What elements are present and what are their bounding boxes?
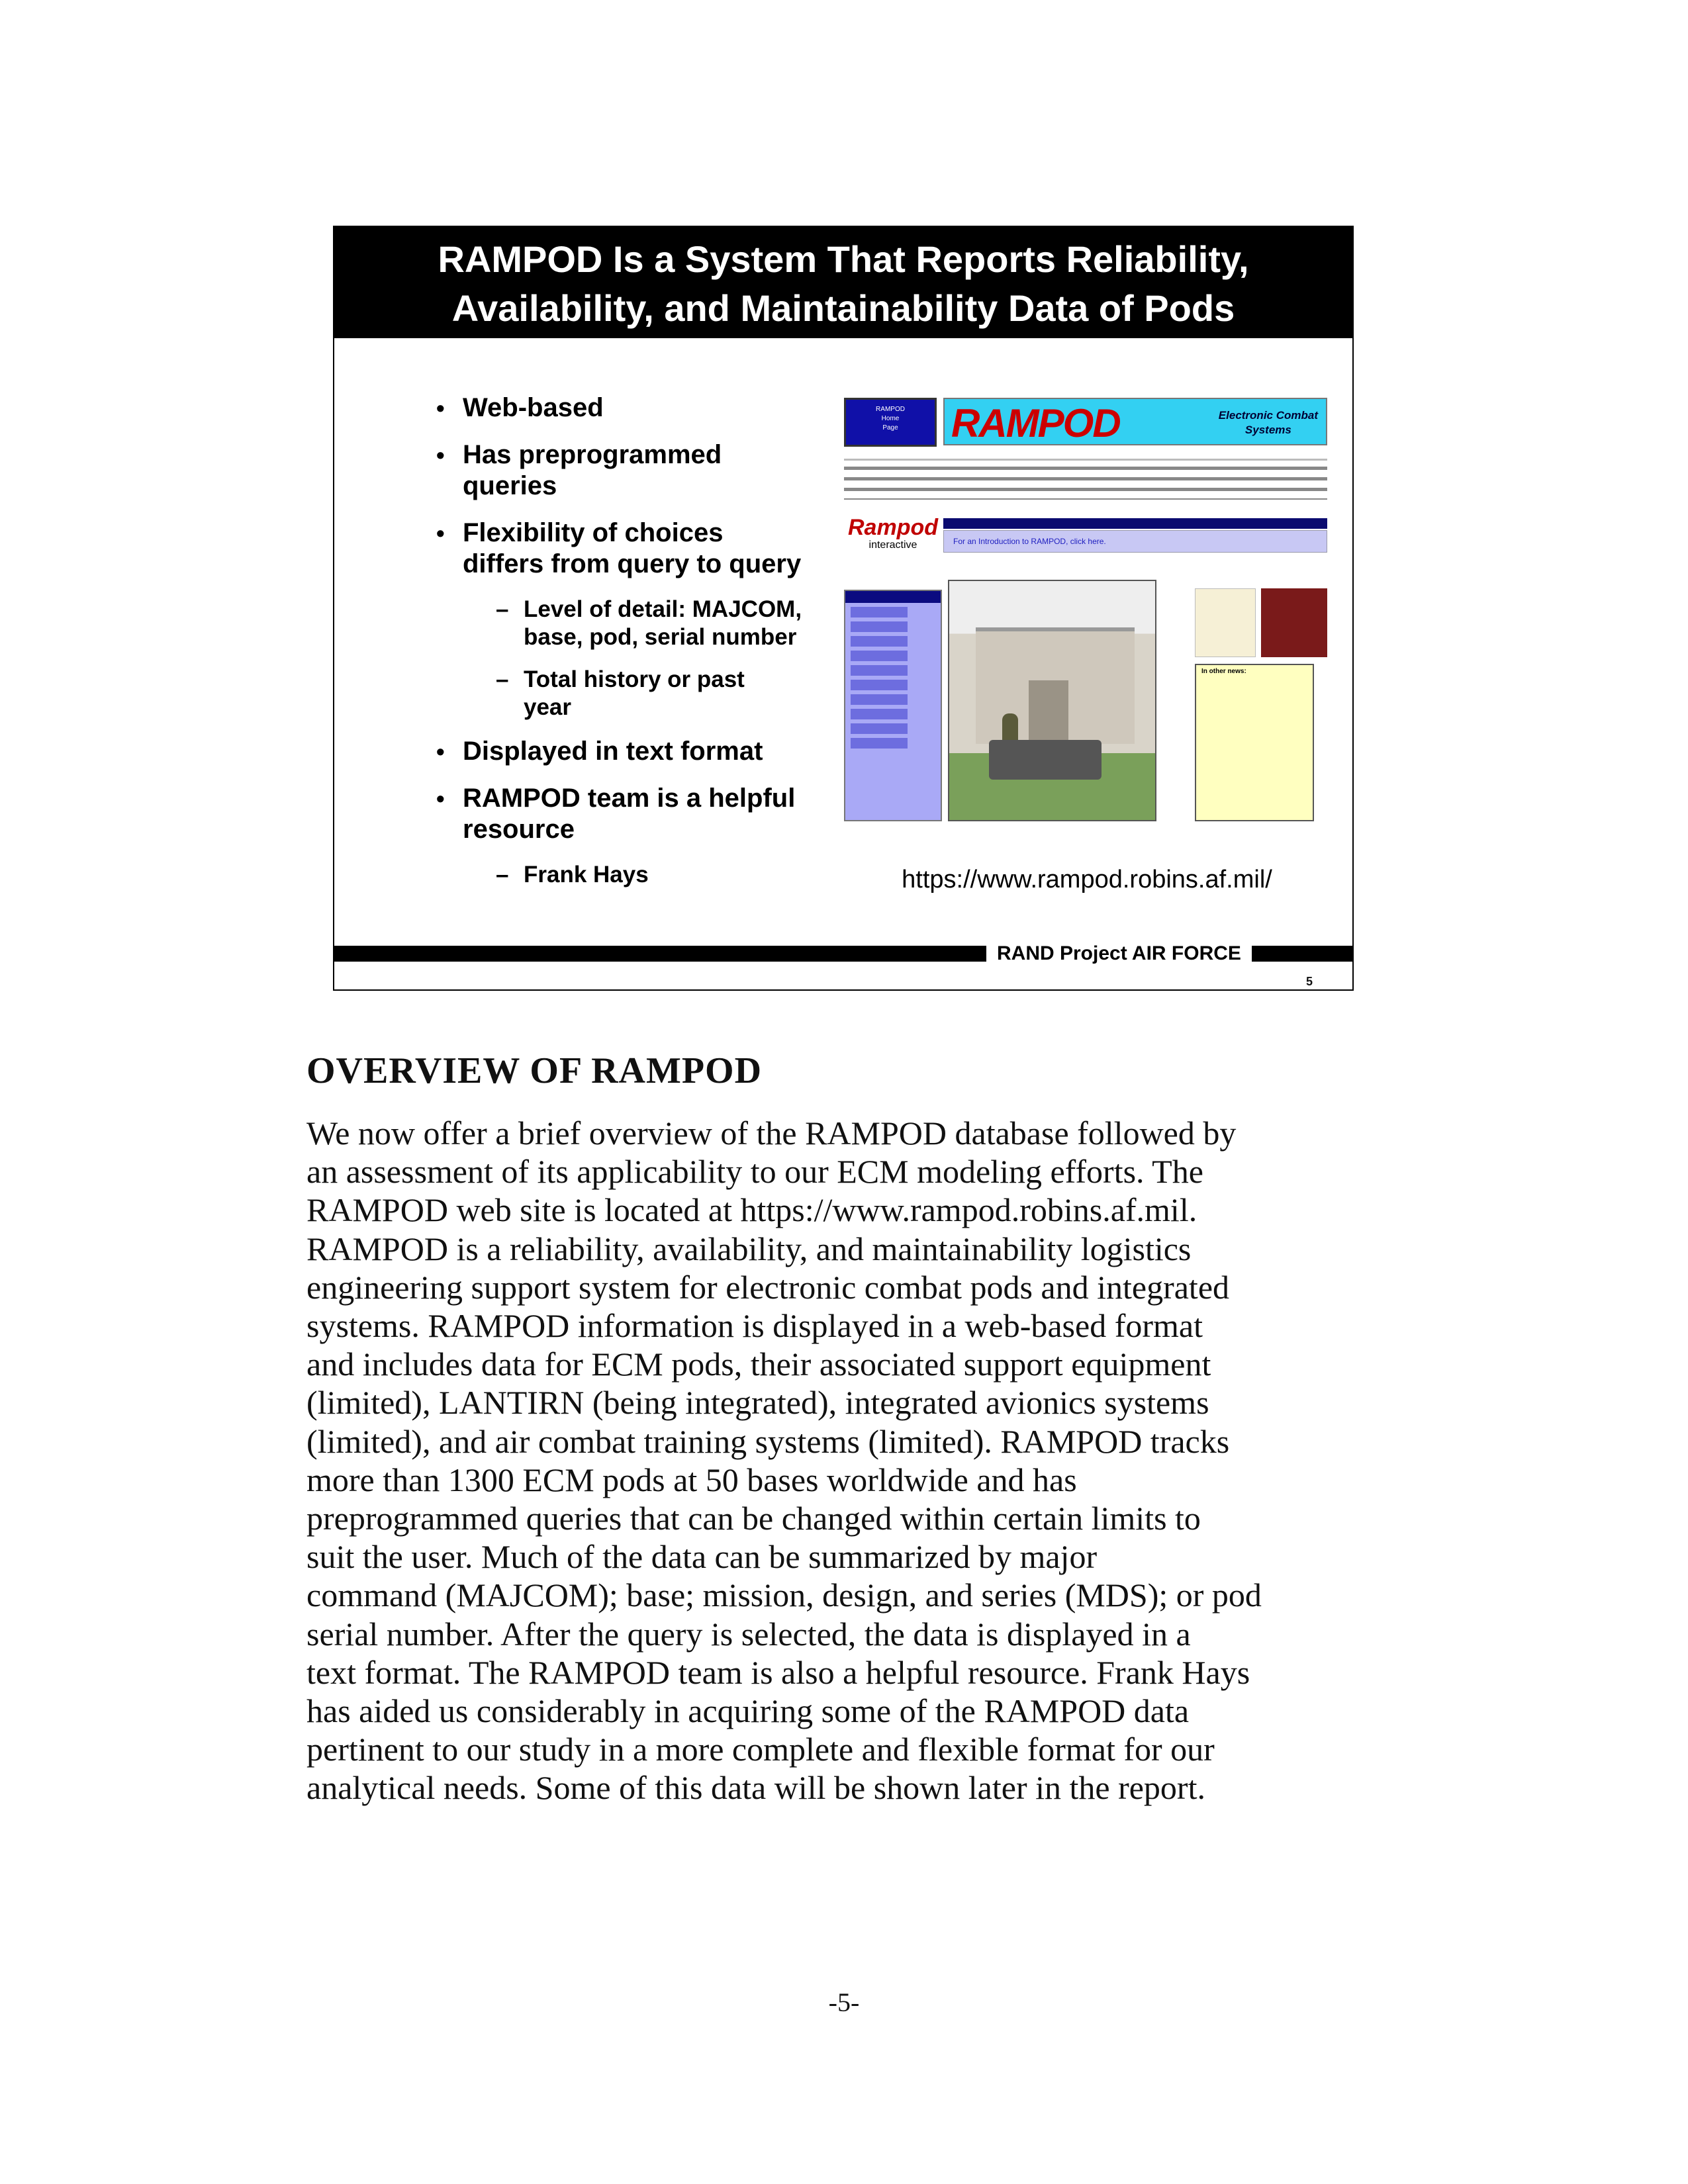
subbullet-history-line-2: year bbox=[524, 694, 572, 720]
website-sidebar-link bbox=[851, 723, 908, 734]
paragraph-line: text format. The RAMPOD team is also a helpful resource. Frank Hays bbox=[306, 1653, 1250, 1691]
page-number: -5- bbox=[828, 1987, 860, 2017]
website-sidebar-link bbox=[851, 607, 908, 617]
website-sidebar-link bbox=[851, 665, 908, 676]
bullet-preprogrammed bbox=[434, 439, 857, 502]
bullet-team bbox=[434, 783, 857, 845]
website-nav-box bbox=[844, 398, 937, 447]
bullet-flexibility-line-1: • Flexibility of choices bbox=[463, 518, 724, 547]
subbullet-level-of-detail bbox=[434, 596, 857, 651]
paragraph-line: more than 1300 ECM pods at 50 bases worldwide and has bbox=[306, 1461, 1077, 1498]
bullet-flexibility-line-2: differs from query to query bbox=[463, 549, 802, 578]
paragraph-line: (limited), and air combat training systems (limited). RAMPOD tracks bbox=[306, 1422, 1230, 1460]
rampod-interactive-brand: Rampod bbox=[848, 515, 938, 540]
website-news-box bbox=[1195, 664, 1314, 821]
bullet-flexibility bbox=[434, 518, 857, 580]
bullet-text-format: • Displayed in text format bbox=[434, 736, 857, 767]
website-news-header: In other news: bbox=[1201, 668, 1246, 675]
subbullet-level-line-2: base, pod, serial number bbox=[524, 624, 797, 650]
slide-bullet-list bbox=[434, 392, 857, 903]
paragraph-line: command (MAJCOM); base; mission, design, and series (MDS); or pod bbox=[306, 1576, 1262, 1614]
slide-title bbox=[334, 227, 1352, 338]
paragraph-line: serial number. After the query is selected, the data is displayed in a bbox=[306, 1615, 1191, 1653]
facility-photo bbox=[948, 580, 1156, 821]
website-promo-tile-dark bbox=[1261, 588, 1327, 657]
slide-url: https://www.rampod.robins.af.mil/ bbox=[902, 866, 1272, 893]
bullet-team-line-1: • RAMPOD team is a helpful bbox=[463, 784, 796, 813]
bullet-preprogrammed-line-1: • Has preprogrammed bbox=[463, 440, 722, 469]
website-sidebar-header bbox=[845, 591, 941, 603]
website-promo-tiles bbox=[1195, 588, 1327, 657]
website-sidebar-link bbox=[851, 621, 908, 632]
website-screenshot bbox=[844, 398, 1327, 821]
paragraph-line: analytical needs. Some of this data will be shown later in the report. bbox=[306, 1769, 1205, 1807]
website-banner-caption-line-2: Systems bbox=[1244, 424, 1291, 436]
slide-frame bbox=[333, 226, 1354, 991]
website-banner-caption bbox=[1219, 408, 1318, 437]
website-sidebar-link bbox=[851, 709, 908, 719]
website-divider bbox=[844, 459, 1327, 461]
paragraph-line: has aided us considerably in acquiring some of the RAMPOD data bbox=[306, 1692, 1190, 1730]
website-banner bbox=[943, 398, 1327, 445]
photo-pod-cart bbox=[989, 740, 1102, 780]
website-sidebar bbox=[844, 590, 942, 821]
paragraph-line: preprogrammed queries that can be changed within certain limits to bbox=[306, 1500, 1201, 1537]
paragraph-line: systems. RAMPOD information is displayed in a web-based format bbox=[306, 1307, 1203, 1345]
paragraph-line: and includes data for ECM pods, their associated support equipment bbox=[306, 1345, 1211, 1383]
bullet-preprogrammed-line-2: queries bbox=[463, 471, 557, 500]
body-paragraph bbox=[306, 1114, 1392, 1807]
paragraph-line: RAMPOD web site is located at https://www.rampod.robins.af.mil. bbox=[306, 1191, 1197, 1229]
paragraph-line: an assessment of its applicability to our ECM modeling efforts. The bbox=[306, 1153, 1203, 1191]
slide-title-line-2: Availability, and Maintainability Data of Pods bbox=[451, 287, 1235, 329]
website-sidebar-link bbox=[851, 680, 908, 690]
subbullet-history-line-1: – Total history or past bbox=[524, 666, 745, 692]
website-nav-line-1: RAMPOD bbox=[876, 406, 905, 413]
website-sidebar-link bbox=[851, 651, 908, 661]
bullet-team-line-2: resource bbox=[463, 815, 575, 844]
website-notice-text bbox=[844, 467, 1327, 500]
paragraph-line: We now offer a brief overview of the RAMPOD database followed by bbox=[306, 1115, 1237, 1152]
rampod-logo: RAMPOD bbox=[951, 401, 1120, 445]
subbullet-frank-hays: – Frank Hays bbox=[434, 861, 857, 889]
subbullet-history bbox=[434, 666, 857, 721]
website-sidebar-link bbox=[851, 694, 908, 705]
photo-door bbox=[1029, 680, 1068, 740]
website-nav-line-3: Page bbox=[882, 424, 898, 432]
website-banner-caption-line-1: Electronic Combat bbox=[1218, 409, 1318, 422]
website-top-nav-bar bbox=[943, 518, 1327, 529]
website-nav-line-2: Home bbox=[881, 415, 900, 422]
slide-number: 5 bbox=[1305, 975, 1313, 988]
section-title: OVERVIEW OF RAMPOD bbox=[306, 1050, 763, 1091]
paragraph-line: RAMPOD is a reliability, availability, and maintainability logistics bbox=[306, 1230, 1192, 1267]
paragraph-line: suit the user. Much of the data can be summarized by major bbox=[306, 1538, 1098, 1576]
paragraph-line: engineering support system for electronic combat pods and integrated bbox=[306, 1268, 1230, 1306]
paragraph-line: pertinent to our study in a more complete and flexible format for our bbox=[306, 1731, 1215, 1768]
slide-title-line-1: RAMPOD Is a System That Reports Reliability, bbox=[438, 238, 1249, 280]
website-sidebar-link bbox=[851, 636, 908, 647]
website-sidebar-link bbox=[851, 738, 908, 749]
website-intro-link: For an Introduction to RAMPOD, click here. bbox=[943, 530, 1327, 553]
subbullet-level-line-1: – Level of detail: MAJCOM, bbox=[524, 596, 802, 622]
paragraph-line: (limited), LANTIRN (being integrated), integrated avionics systems bbox=[306, 1384, 1209, 1422]
rampod-interactive-logo bbox=[844, 516, 942, 569]
website-promo-tile bbox=[1195, 588, 1256, 657]
bullet-web-based: • Web-based bbox=[434, 392, 857, 424]
rampod-interactive-word: interactive bbox=[868, 539, 917, 551]
slide-footer-label: RAND Project AIR FORCE bbox=[986, 938, 1252, 969]
